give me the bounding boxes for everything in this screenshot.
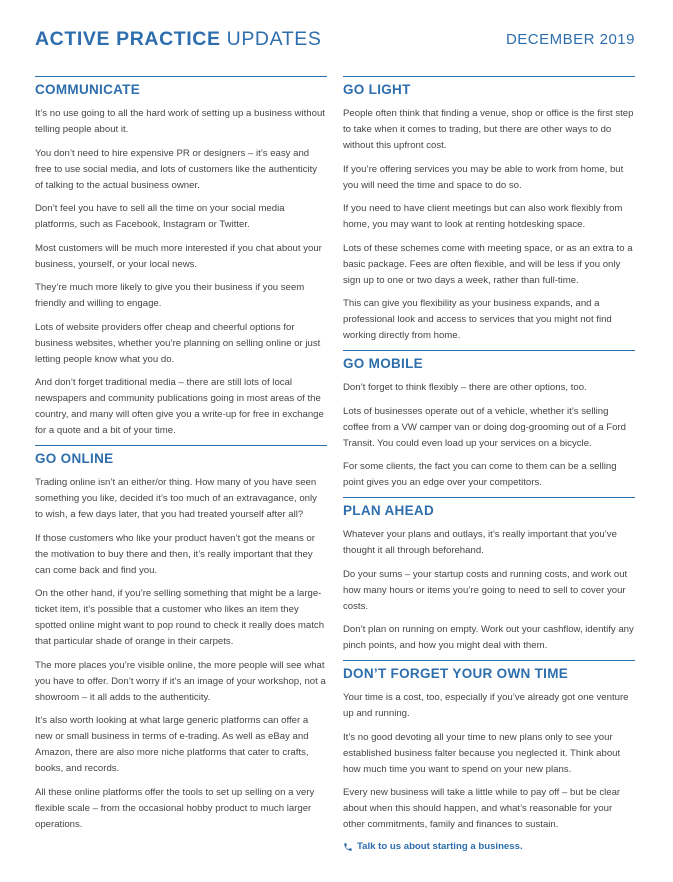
- section-heading: PLAN AHEAD: [343, 503, 435, 518]
- right-column: [343, 76, 635, 855]
- body-paragraph: If those customers who like your product haven’t got the means or the motivation to buy there and then, it’s really important that they can come back and find you.: [35, 532, 315, 576]
- body-paragraph: Lots of these schemes come with meeting space, or as an extra to a basic package. Fees are often flexible, and will be less if you only sign up to one or two days a week, rather than full-time.: [343, 242, 633, 286]
- title-bold: ACTIVE PRACTICE: [35, 28, 221, 50]
- body-paragraph: The more places you’re visible online, the more people will see what you have to offer. Don’t worry if it’s an image of your workshop, not a showroom – it all adds to the authenticity.: [35, 659, 326, 703]
- body-paragraph: They’re much more likely to give you their business if you seem friendly and willing to engage.: [35, 282, 305, 309]
- body-paragraph: Do your sums – your startup costs and running costs, and work out how many hours or items you’re going to need to sell to cover your costs.: [343, 568, 628, 612]
- body-paragraph: It’s also worth looking at what large generic platforms can offer a new or small business in terms of e-trading. As well as eBay and Amazon, there are also more niche platforms that cater to crafts, books, and records.: [35, 715, 309, 774]
- phone-icon: [343, 842, 353, 852]
- section-communicate: [35, 76, 327, 439]
- body-paragraph: Lots of businesses operate out of a vehicle, whether it’s selling coffee from a VW camper van or doing dog-grooming out of a Ford Transit. You could even load up your services on a bicycle.: [343, 405, 626, 449]
- section-plan-ahead: [343, 497, 635, 654]
- section-go-light: [343, 76, 635, 344]
- body-paragraph: Lots of website providers offer cheap and cheerful options for business websites, whether you’re planning on selling online or just letting people know what you do.: [35, 321, 321, 365]
- body-paragraph: And don’t forget traditional media – there are still lots of local newspapers and community publications going in most areas of the country, and many will often give you a write-up for free in exchange for a quote and a bit of your time.: [35, 377, 324, 436]
- section-go-online: [35, 445, 327, 833]
- newsletter-title: [35, 28, 322, 51]
- body-paragraph: Most customers will be much more interested if you chat about your business, yourself, or your local news.: [35, 242, 322, 270]
- body-paragraph: You don’t need to hire expensive PR or designers – it’s easy and free to use social media, and lots of customers like the authenticity of talking to the actual business owner.: [35, 147, 318, 191]
- body-paragraph: If you need to have client meetings but can also work flexibly from home, you may want to look at renting hotdesking space.: [343, 203, 623, 230]
- issue-date: DECEMBER 2019: [505, 31, 635, 48]
- body-paragraph: People often think that finding a venue, shop or office is the first step to take when it comes to trading, but there are other ways to do without this upfront cost.: [343, 108, 634, 151]
- section-heading: DON’T FORGET YOUR OWN TIME: [343, 666, 569, 681]
- body-paragraph: Don’t feel you have to sell all the time on your social media platforms, such as Facebook, Instagram or Twitter.: [35, 203, 285, 230]
- body-paragraph: Trading online isn’t an either/or thing. How many of you have seen something you like, decided it’s too much of an extravagance, only to wish, a few days later, that you had treated yourself after all?: [35, 477, 317, 520]
- section-heading: GO ONLINE: [35, 451, 114, 466]
- body-paragraph: Every new business will take a little while to pay off – but be clear about when this should happen, and what’s reasonable for your other commitments, family and finances to sustain.: [343, 787, 621, 830]
- contact-link-label: Talk to us about starting a business.: [357, 841, 523, 852]
- section-go-mobile: [343, 350, 635, 491]
- left-column: [35, 76, 327, 839]
- contact-link[interactable]: [343, 839, 635, 855]
- page-header: [35, 28, 635, 52]
- body-paragraph: It’s no use going to all the hard work of setting up a business without telling people about it.: [35, 108, 325, 135]
- title-light: UPDATES: [226, 28, 322, 50]
- body-paragraph: If you’re offering services you may be able to work from home, but you will need the time and space to do so.: [343, 163, 624, 191]
- section-dont-forget-your-own-time: [343, 660, 635, 833]
- body-paragraph: On the other hand, if you’re selling something that might be a large-ticket item, it’s possible that a customer who likes an item they spotted online might want to pop round to check it really does match that particular shade of orange in their carpets.: [35, 588, 325, 647]
- body-paragraph: For some clients, the fact you can come to them can be a selling point gives you an edge over your competitors.: [343, 461, 617, 488]
- section-heading: GO MOBILE: [343, 356, 423, 371]
- body-paragraph: This can give you flexibility as your business expands, and a professional look and access to services that you might not find working directly from home.: [343, 298, 612, 341]
- body-paragraph: Don’t forget to think flexibly – there are other options, too.: [343, 382, 587, 393]
- body-paragraph: Your time is a cost, too, especially if you’ve already got one venture up and running.: [343, 692, 629, 719]
- body-paragraph: It’s no good devoting all your time to new plans only to see your established business falter because you neglected it. Think about how much time you want to spend on your new plans.: [343, 731, 621, 775]
- body-paragraph: Don’t plan on running on empty. Work out your cashflow, identify any pinch points, and how you might deal with them.: [343, 624, 634, 651]
- body-paragraph: Whatever your plans and outlays, it’s really important that you’ve thought it all through beforehand.: [343, 529, 617, 556]
- section-heading: GO LIGHT: [343, 82, 411, 97]
- section-heading: COMMUNICATE: [35, 82, 141, 97]
- body-paragraph: All these online platforms offer the tools to set up selling on a very flexible scale – from the occasional hobby product to much larger operations.: [35, 786, 315, 830]
